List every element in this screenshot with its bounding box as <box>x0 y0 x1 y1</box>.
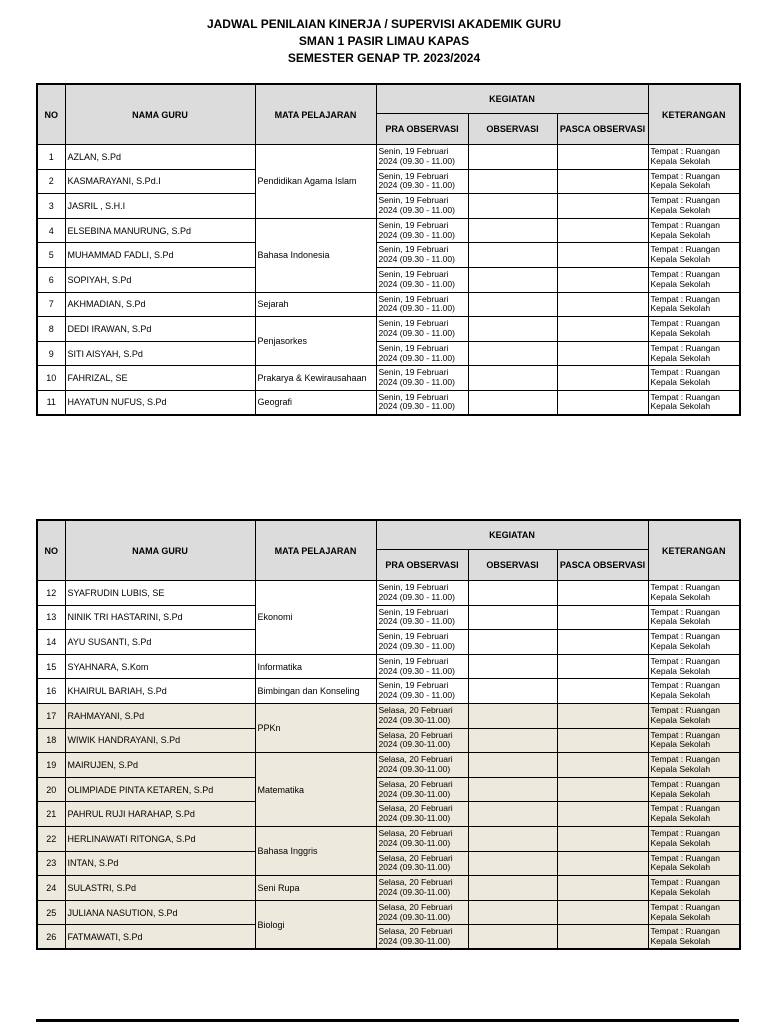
schedule-table-1 <box>36 83 741 416</box>
header-kegiatan: KEGIATAN <box>376 84 648 114</box>
cell-pasca-observasi <box>557 802 648 827</box>
cell-mata-pelajaran: Seni Rupa <box>255 876 376 901</box>
table-row <box>37 390 740 415</box>
cell-observasi <box>468 145 557 170</box>
cell-nama-guru: HERLINAWATI RITONGA, S.Pd <box>65 826 255 851</box>
cell-mata-pelajaran: Bimbingan dan Konseling <box>255 679 376 704</box>
cell-keterangan: Tempat : Ruangan Kepala Sekolah <box>648 341 740 366</box>
header-pasca-observasi: PASCA OBSERVASI <box>557 550 648 581</box>
cell-pra-observasi: Selasa, 20 Februari 2024 (09.30-11.00) <box>376 753 468 778</box>
cell-no: 21 <box>37 802 65 827</box>
header-observasi: OBSERVASI <box>468 550 557 581</box>
table-row <box>37 605 740 630</box>
cell-nama-guru: RAHMAYANI, S.Pd <box>65 703 255 728</box>
table-row <box>37 703 740 728</box>
cell-no: 11 <box>37 390 65 415</box>
header-pra-observasi: PRA OBSERVASI <box>376 550 468 581</box>
cell-nama-guru: INTAN, S.Pd <box>65 851 255 876</box>
cell-mata-pelajaran: Prakarya & Kewirausahaan <box>255 366 376 391</box>
cell-keterangan: Tempat : Ruangan Kepala Sekolah <box>648 753 740 778</box>
header-no: NO <box>37 84 65 145</box>
cell-keterangan: Tempat : Ruangan Kepala Sekolah <box>648 876 740 901</box>
header-pra-observasi: PRA OBSERVASI <box>376 114 468 145</box>
cell-pra-observasi: Senin, 19 Februari 2024 (09.30 - 11.00) <box>376 630 468 655</box>
cell-pra-observasi: Senin, 19 Februari 2024 (09.30 - 11.00) <box>376 292 468 317</box>
cell-pasca-observasi <box>557 679 648 704</box>
title-line-1: JADWAL PENILAIAN KINERJA / SUPERVISI AKADEMIK GURU <box>206 17 562 31</box>
cell-nama-guru: WIWIK HANDRAYANI, S.Pd <box>65 728 255 753</box>
cell-observasi <box>468 925 557 950</box>
cell-keterangan: Tempat : Ruangan Kepala Sekolah <box>648 267 740 292</box>
table-row <box>37 728 740 753</box>
cell-keterangan: Tempat : Ruangan Kepala Sekolah <box>648 145 740 170</box>
cell-pra-observasi: Senin, 19 Februari 2024 (09.30 - 11.00) <box>376 390 468 415</box>
table-row <box>37 777 740 802</box>
cell-no: 10 <box>37 366 65 391</box>
cell-observasi <box>468 267 557 292</box>
cell-nama-guru: FATMAWATI, S.Pd <box>65 925 255 950</box>
table-row <box>37 218 740 243</box>
cell-pasca-observasi <box>557 243 648 268</box>
cell-nama-guru: SYAFRUDIN LUBIS, SE <box>65 581 255 606</box>
cell-no: 2 <box>37 169 65 194</box>
cell-no: 17 <box>37 703 65 728</box>
cell-pra-observasi: Senin, 19 Februari 2024 (09.30 - 11.00) <box>376 169 468 194</box>
cell-nama-guru: HAYATUN NUFUS, S.Pd <box>65 390 255 415</box>
cell-pasca-observasi <box>557 218 648 243</box>
header-observasi: OBSERVASI <box>468 114 557 145</box>
cell-pra-observasi: Senin, 19 Februari 2024 (09.30 - 11.00) <box>376 317 468 342</box>
cell-pasca-observasi <box>557 581 648 606</box>
cell-keterangan: Tempat : Ruangan Kepala Sekolah <box>648 925 740 950</box>
cell-nama-guru: ELSEBINA MANURUNG, S.Pd <box>65 218 255 243</box>
header-no: NO <box>37 520 65 581</box>
cell-observasi <box>468 851 557 876</box>
cell-pra-observasi: Selasa, 20 Februari 2024 (09.30-11.00) <box>376 777 468 802</box>
cell-nama-guru: AZLAN, S.Pd <box>65 145 255 170</box>
cell-pasca-observasi <box>557 900 648 925</box>
cell-pasca-observasi <box>557 777 648 802</box>
cell-pra-observasi: Senin, 19 Februari 2024 (09.30 - 11.00) <box>376 366 468 391</box>
cell-observasi <box>468 169 557 194</box>
cell-pra-observasi: Selasa, 20 Februari 2024 (09.30-11.00) <box>376 851 468 876</box>
header-kegiatan: KEGIATAN <box>376 520 648 550</box>
cell-pasca-observasi <box>557 341 648 366</box>
header-keterangan: KETERANGAN <box>648 84 740 145</box>
cell-no: 5 <box>37 243 65 268</box>
cell-pra-observasi: Senin, 19 Februari 2024 (09.30 - 11.00) <box>376 145 468 170</box>
cell-keterangan: Tempat : Ruangan Kepala Sekolah <box>648 194 740 219</box>
cell-nama-guru: KHAIRUL BARIAH, S.Pd <box>65 679 255 704</box>
table-row <box>37 169 740 194</box>
cell-keterangan: Tempat : Ruangan Kepala Sekolah <box>648 826 740 851</box>
cell-pra-observasi: Selasa, 20 Februari 2024 (09.30-11.00) <box>376 728 468 753</box>
cell-observasi <box>468 630 557 655</box>
table-row <box>37 802 740 827</box>
cell-observasi <box>468 341 557 366</box>
cell-observasi <box>468 243 557 268</box>
cell-nama-guru: SOPIYAH, S.Pd <box>65 267 255 292</box>
cell-pra-observasi: Senin, 19 Februari 2024 (09.30 - 11.00) <box>376 581 468 606</box>
table-row <box>37 243 740 268</box>
cell-nama-guru: AYU SUSANTI, S.Pd <box>65 630 255 655</box>
cell-keterangan: Tempat : Ruangan Kepala Sekolah <box>648 630 740 655</box>
table-body-1 <box>37 145 740 416</box>
table-row <box>37 925 740 950</box>
cell-no: 25 <box>37 900 65 925</box>
cell-mata-pelajaran: Sejarah <box>255 292 376 317</box>
cell-keterangan: Tempat : Ruangan Kepala Sekolah <box>648 390 740 415</box>
table-row <box>37 753 740 778</box>
cell-no: 6 <box>37 267 65 292</box>
cell-pasca-observasi <box>557 851 648 876</box>
cell-pra-observasi: Senin, 19 Februari 2024 (09.30 - 11.00) <box>376 605 468 630</box>
cell-observasi <box>468 679 557 704</box>
cell-keterangan: Tempat : Ruangan Kepala Sekolah <box>648 654 740 679</box>
cell-keterangan: Tempat : Ruangan Kepala Sekolah <box>648 218 740 243</box>
header-nama-guru: NAMA GURU <box>65 84 255 145</box>
cell-observasi <box>468 703 557 728</box>
cell-mata-pelajaran: Pendidikan Agama Islam <box>255 145 376 219</box>
next-page-table-border <box>36 1019 739 1022</box>
cell-keterangan: Tempat : Ruangan Kepala Sekolah <box>648 851 740 876</box>
cell-pasca-observasi <box>557 654 648 679</box>
cell-no: 18 <box>37 728 65 753</box>
cell-observasi <box>468 218 557 243</box>
cell-nama-guru: KASMARAYANI, S.Pd.I <box>65 169 255 194</box>
cell-nama-guru: JASRIL , S.H.I <box>65 194 255 219</box>
cell-pra-observasi: Senin, 19 Februari 2024 (09.30 - 11.00) <box>376 194 468 219</box>
cell-mata-pelajaran: Bahasa Indonesia <box>255 218 376 292</box>
cell-no: 19 <box>37 753 65 778</box>
title-line-3: SEMESTER GENAP TP. 2023/2024 <box>287 51 481 65</box>
cell-nama-guru: PAHRUL RUJI HARAHAP, S.Pd <box>65 802 255 827</box>
cell-pra-observasi: Senin, 19 Februari 2024 (09.30 - 11.00) <box>376 243 468 268</box>
cell-pasca-observasi <box>557 390 648 415</box>
header-mata-pelajaran: MATA PELAJARAN <box>255 520 376 581</box>
cell-no: 16 <box>37 679 65 704</box>
cell-nama-guru: FAHRIZAL, SE <box>65 366 255 391</box>
cell-pasca-observasi <box>557 876 648 901</box>
cell-nama-guru: MUHAMMAD FADLI, S.Pd <box>65 243 255 268</box>
cell-pasca-observasi <box>557 605 648 630</box>
table-row <box>37 851 740 876</box>
cell-nama-guru: AKHMADIAN, S.Pd <box>65 292 255 317</box>
cell-observasi <box>468 802 557 827</box>
table-row <box>37 654 740 679</box>
cell-pasca-observasi <box>557 925 648 950</box>
table-row <box>37 679 740 704</box>
cell-pasca-observasi <box>557 145 648 170</box>
table-row <box>37 194 740 219</box>
table-row <box>37 267 740 292</box>
cell-pra-observasi: Senin, 19 Februari 2024 (09.30 - 11.00) <box>376 341 468 366</box>
cell-nama-guru: JULIANA NASUTION, S.Pd <box>65 900 255 925</box>
cell-no: 26 <box>37 925 65 950</box>
cell-no: 9 <box>37 341 65 366</box>
cell-keterangan: Tempat : Ruangan Kepala Sekolah <box>648 317 740 342</box>
cell-pra-observasi: Senin, 19 Februari 2024 (09.30 - 11.00) <box>376 267 468 292</box>
cell-observasi <box>468 605 557 630</box>
cell-pasca-observasi <box>557 703 648 728</box>
cell-mata-pelajaran: Geografi <box>255 390 376 415</box>
table-row <box>37 826 740 851</box>
table-row <box>37 366 740 391</box>
cell-observasi <box>468 728 557 753</box>
cell-pasca-observasi <box>557 826 648 851</box>
header-pasca-observasi: PASCA OBSERVASI <box>557 114 648 145</box>
table-body-2 <box>37 581 740 950</box>
cell-nama-guru: SULASTRI, S.Pd <box>65 876 255 901</box>
table-row <box>37 292 740 317</box>
header-mata-pelajaran: MATA PELAJARAN <box>255 84 376 145</box>
cell-nama-guru: NINIK TRI HASTARINI, S.Pd <box>65 605 255 630</box>
cell-mata-pelajaran: Informatika <box>255 654 376 679</box>
cell-keterangan: Tempat : Ruangan Kepala Sekolah <box>648 703 740 728</box>
cell-keterangan: Tempat : Ruangan Kepala Sekolah <box>648 605 740 630</box>
table-row <box>37 317 740 342</box>
cell-pra-observasi: Selasa, 20 Februari 2024 (09.30-11.00) <box>376 703 468 728</box>
cell-nama-guru: SYAHNARA, S.Kom <box>65 654 255 679</box>
cell-keterangan: Tempat : Ruangan Kepala Sekolah <box>648 366 740 391</box>
cell-observasi <box>468 777 557 802</box>
cell-no: 15 <box>37 654 65 679</box>
cell-no: 8 <box>37 317 65 342</box>
table-row <box>37 876 740 901</box>
cell-pra-observasi: Selasa, 20 Februari 2024 (09.30-11.00) <box>376 826 468 851</box>
document-title <box>0 16 768 67</box>
cell-mata-pelajaran: PPKn <box>255 703 376 752</box>
cell-pra-observasi: Senin, 19 Februari 2024 (09.30 - 11.00) <box>376 218 468 243</box>
cell-no: 20 <box>37 777 65 802</box>
cell-observasi <box>468 292 557 317</box>
cell-observasi <box>468 900 557 925</box>
table-row <box>37 581 740 606</box>
cell-keterangan: Tempat : Ruangan Kepala Sekolah <box>648 802 740 827</box>
cell-no: 22 <box>37 826 65 851</box>
cell-pasca-observasi <box>557 753 648 778</box>
cell-no: 13 <box>37 605 65 630</box>
cell-keterangan: Tempat : Ruangan Kepala Sekolah <box>648 900 740 925</box>
cell-keterangan: Tempat : Ruangan Kepala Sekolah <box>648 777 740 802</box>
table-row <box>37 630 740 655</box>
cell-observasi <box>468 654 557 679</box>
cell-observasi <box>468 366 557 391</box>
cell-pra-observasi: Selasa, 20 Februari 2024 (09.30-11.00) <box>376 900 468 925</box>
header-nama-guru: NAMA GURU <box>65 520 255 581</box>
cell-pasca-observasi <box>557 169 648 194</box>
title-line-2: SMAN 1 PASIR LIMAU KAPAS <box>298 34 470 48</box>
cell-observasi <box>468 753 557 778</box>
cell-nama-guru: MAIRUJEN, S.Pd <box>65 753 255 778</box>
cell-no: 3 <box>37 194 65 219</box>
cell-keterangan: Tempat : Ruangan Kepala Sekolah <box>648 728 740 753</box>
cell-pasca-observasi <box>557 630 648 655</box>
cell-observasi <box>468 876 557 901</box>
cell-nama-guru: SITI AISYAH, S.Pd <box>65 341 255 366</box>
cell-pra-observasi: Selasa, 20 Februari 2024 (09.30-11.00) <box>376 802 468 827</box>
cell-observasi <box>468 390 557 415</box>
header-keterangan: KETERANGAN <box>648 520 740 581</box>
cell-no: 14 <box>37 630 65 655</box>
cell-keterangan: Tempat : Ruangan Kepala Sekolah <box>648 292 740 317</box>
cell-mata-pelajaran: Matematika <box>255 753 376 827</box>
cell-nama-guru: OLIMPIADE PINTA KETAREN, S.Pd <box>65 777 255 802</box>
cell-no: 1 <box>37 145 65 170</box>
cell-pra-observasi: Senin, 19 Februari 2024 (09.30 - 11.00) <box>376 654 468 679</box>
cell-observasi <box>468 194 557 219</box>
schedule-table-2 <box>36 519 741 950</box>
cell-no: 4 <box>37 218 65 243</box>
cell-pra-observasi: Selasa, 20 Februari 2024 (09.30-11.00) <box>376 876 468 901</box>
cell-keterangan: Tempat : Ruangan Kepala Sekolah <box>648 243 740 268</box>
cell-observasi <box>468 826 557 851</box>
cell-mata-pelajaran: Bahasa Inggris <box>255 826 376 875</box>
cell-mata-pelajaran: Penjasorkes <box>255 317 376 366</box>
cell-mata-pelajaran: Ekonomi <box>255 581 376 655</box>
table-row <box>37 341 740 366</box>
cell-observasi <box>468 317 557 342</box>
cell-pasca-observasi <box>557 366 648 391</box>
cell-pasca-observasi <box>557 292 648 317</box>
cell-pra-observasi: Selasa, 20 Februari 2024 (09.30-11.00) <box>376 925 468 950</box>
cell-pasca-observasi <box>557 194 648 219</box>
cell-keterangan: Tempat : Ruangan Kepala Sekolah <box>648 581 740 606</box>
cell-no: 7 <box>37 292 65 317</box>
cell-no: 12 <box>37 581 65 606</box>
cell-no: 23 <box>37 851 65 876</box>
table-row <box>37 900 740 925</box>
table-row <box>37 145 740 170</box>
cell-observasi <box>468 581 557 606</box>
cell-no: 24 <box>37 876 65 901</box>
cell-keterangan: Tempat : Ruangan Kepala Sekolah <box>648 679 740 704</box>
cell-pasca-observasi <box>557 728 648 753</box>
cell-pasca-observasi <box>557 267 648 292</box>
cell-pra-observasi: Senin, 19 Februari 2024 (09.30 - 11.00) <box>376 679 468 704</box>
cell-mata-pelajaran: Biologi <box>255 900 376 949</box>
cell-keterangan: Tempat : Ruangan Kepala Sekolah <box>648 169 740 194</box>
cell-nama-guru: DEDI IRAWAN, S.Pd <box>65 317 255 342</box>
cell-pasca-observasi <box>557 317 648 342</box>
